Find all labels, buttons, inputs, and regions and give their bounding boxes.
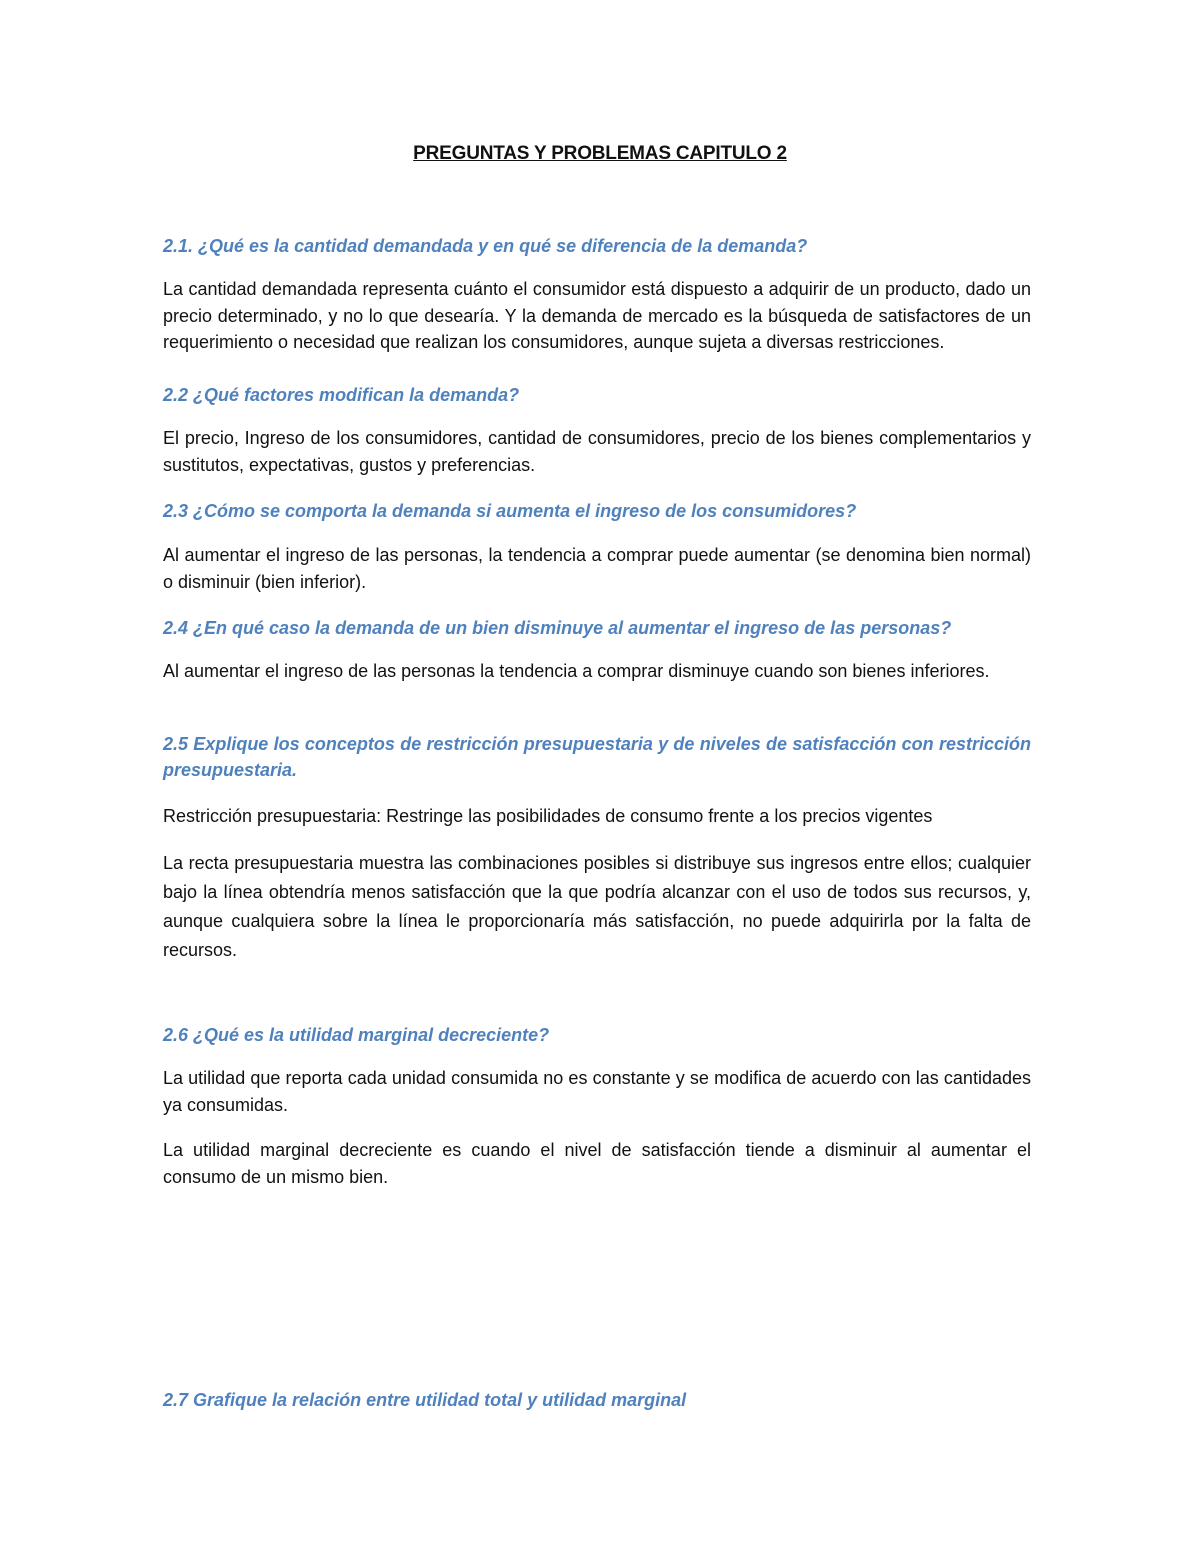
question-2-2: 2.2 ¿Qué factores modifican la demanda? <box>163 385 520 405</box>
question-2-1: 2.1. ¿Qué es la cantidad demandada y en qué se diferencia de la demanda? <box>163 236 808 256</box>
answer-2-5-b: La recta presupuestaria muestra las combinaciones posibles si distribuye sus ingresos entre ellos; cualquier bajo la línea obtendría menos satisfacción que la que podría alcanzar con el uso de todos sus recursos, y, aunque cualquiera sobre la línea le proporcionaría más satisfacción, no puede adquirirla por la falta de recursos. <box>163 853 1031 960</box>
question-2-4: 2.4 ¿En qué caso la demanda de un bien disminuye al aumentar el ingreso de las personas? <box>163 618 952 638</box>
question-2-6: 2.6 ¿Qué es la utilidad marginal decreciente? <box>163 1025 550 1045</box>
answer-2-3: Al aumentar el ingreso de las personas, la tendencia a comprar puede aumentar (se denomina bien normal) o disminuir (bien inferior). <box>163 545 1031 592</box>
question-2-5: 2.5 Explique los conceptos de restricción presupuestaria y de niveles de satisfacción con restricción presupuestaria. <box>163 734 1031 780</box>
answer-2-6-b: La utilidad marginal decreciente es cuando el nivel de satisfacción tiende a disminuir al aumentar el consumo de un mismo bien. <box>163 1140 1031 1187</box>
question-2-7: 2.7 Grafique la relación entre utilidad total y utilidad marginal <box>163 1390 687 1410</box>
answer-2-1: La cantidad demandada representa cuánto el consumidor está dispuesto a adquirir de un producto, dado un precio determinado, y no lo que desearía. Y la demanda de mercado es la búsqueda de satisfactores de un requerimiento o necesidad que realizan los consumidores, aunque sujeta a diversas restricciones. <box>163 279 1031 352</box>
question-2-3: 2.3 ¿Cómo se comporta la demanda si aumenta el ingreso de los consumidores? <box>163 501 857 521</box>
document-title: PREGUNTAS Y PROBLEMAS CAPITULO 2 <box>413 143 787 164</box>
answer-2-4: Al aumentar el ingreso de las personas la tendencia a comprar disminuye cuando son bienes inferiores. <box>163 661 990 681</box>
answer-2-2: El precio, Ingreso de los consumidores, cantidad de consumidores, precio de los bienes complementarios y sustitutos, expectativas, gustos y preferencias. <box>163 428 1031 475</box>
answer-2-5-a: Restricción presupuestaria: Restringe las posibilidades de consumo frente a los precios vigentes <box>163 806 933 826</box>
answer-2-6-a: La utilidad que reporta cada unidad consumida no es constante y se modifica de acuerdo con las cantidades ya consumidas. <box>163 1068 1031 1115</box>
